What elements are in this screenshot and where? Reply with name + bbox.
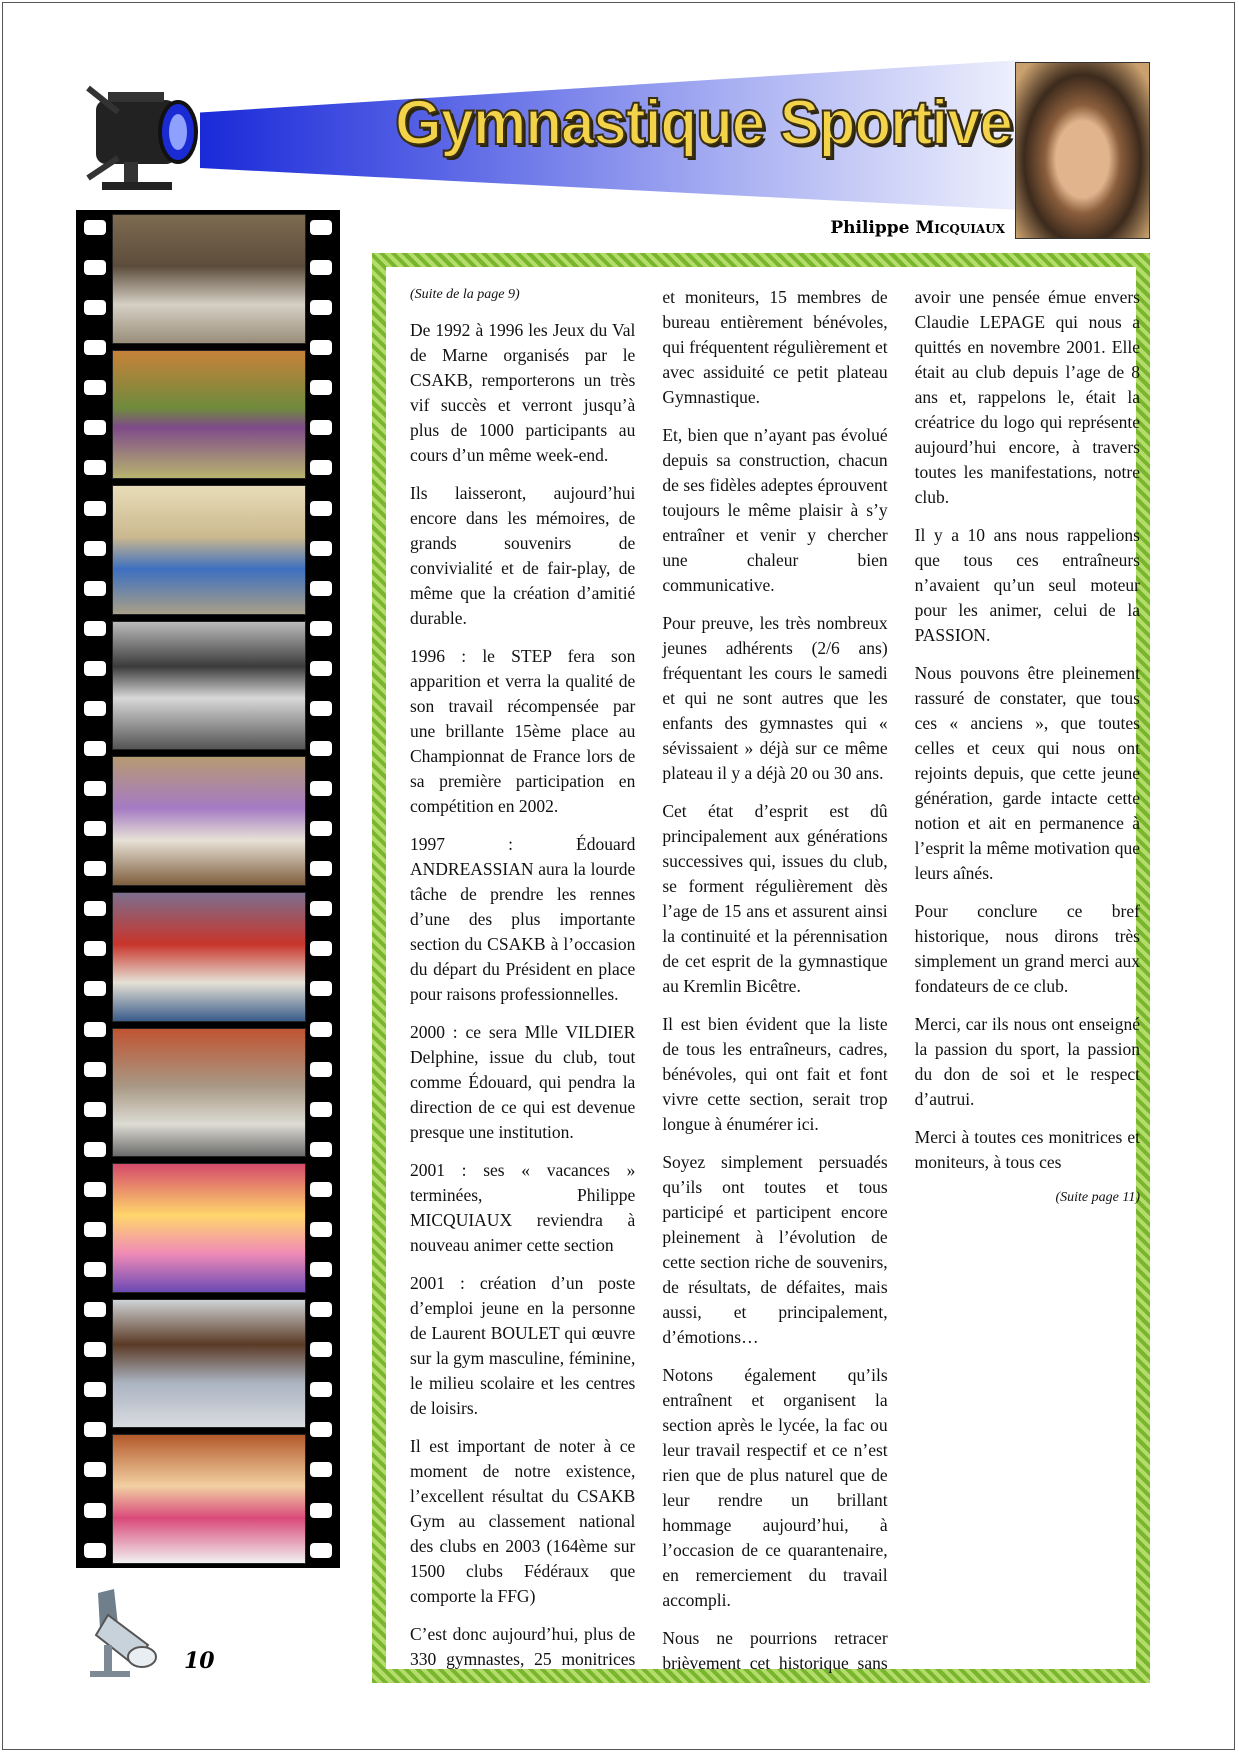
photo-black-white-group (112, 621, 306, 751)
author-last-name: Micquiaux (915, 218, 1005, 238)
article-paragraph: 1997 : Édouard ANDREASSIAN aura la lourde tâche de prendre les rennes d’une des plus importante section du CSAKB à l’occasion du départ du Président en place pour raisons professionnelles. (410, 834, 636, 1004)
film-hole (310, 701, 332, 716)
film-hole (84, 1182, 106, 1197)
film-hole (310, 781, 332, 796)
film-hole (310, 300, 332, 315)
film-hole (310, 1503, 332, 1518)
film-hole (84, 1102, 106, 1117)
film-hole (310, 1142, 332, 1157)
spotlight-icon (78, 78, 218, 198)
article-frame (372, 253, 1150, 1683)
film-hole (84, 901, 106, 916)
film-hole (84, 460, 106, 475)
film-hole (310, 741, 332, 756)
film-hole (84, 1342, 106, 1357)
film-hole (310, 460, 332, 475)
film-hole (310, 821, 332, 836)
film-hole (310, 981, 332, 996)
film-hole (310, 861, 332, 876)
film-hole (84, 1062, 106, 1077)
film-photos (112, 214, 306, 1564)
article-paragraph: Merci à toutes ces monitrices et moniteurs, à tous ces (914, 1127, 1140, 1172)
film-hole (84, 581, 106, 596)
film-hole (310, 340, 332, 355)
film-hole (310, 420, 332, 435)
film-strip (76, 210, 340, 1568)
photo-woman-portrait (112, 1299, 306, 1429)
film-hole (310, 1462, 332, 1477)
film-hole (310, 1543, 332, 1558)
page-number: 10 (184, 1648, 215, 1674)
film-hole (84, 1462, 106, 1477)
film-hole (310, 541, 332, 556)
film-hole (84, 501, 106, 516)
author-first-name: Philippe (830, 218, 910, 238)
film-hole (310, 661, 332, 676)
photo-team-purple (112, 756, 306, 886)
film-hole (84, 701, 106, 716)
photo-costume-show (112, 892, 306, 1022)
film-hole (84, 941, 106, 956)
film-hole (310, 1262, 332, 1277)
article-paragraph: 1996 : le STEP fera son apparition et verra la qualité de son travail récompensée par une brillante 15ème place au Championnat de France lors de sa première participation en compétition en 2002. (410, 646, 636, 816)
photo-trampoline (112, 350, 306, 480)
author-name (760, 218, 1005, 238)
article-paragraph: 2000 : ce sera Mlle VILDIER Delphine, issue du club, tout comme Édouard, qui pendra la direction de ce qui est devenue presque une institution. (410, 1022, 636, 1142)
article-paragraph: De 1992 à 1996 les Jeux du Val de Marne organisés par le CSAKB, remporterons un très vif succès et verront jusqu’à plus de 1000 participants au cours d’un même week-end. (410, 320, 636, 465)
film-hole (84, 821, 106, 836)
photo-young-gymnasts (112, 485, 306, 615)
film-holes-left (84, 220, 106, 1558)
article-paragraph: Il est bien évident que la liste de tous les entraîneurs, cadres, bénévoles, qui ont fait et font vivre cette section, serait trop longue à énumérer ici. (662, 1014, 888, 1134)
article-paragraph: Il y a 10 ans nous rappelions que tous ces entraîneurs n’avaient qu’un seul moteur pour les animer, celui de la PASSION. (914, 525, 1140, 645)
film-hole (310, 1382, 332, 1397)
film-hole (84, 1422, 106, 1437)
article-paragraph: Nous pouvons être pleinement rassuré de constater, que tous ces « anciens », que toutes celles et ceux qui nous ont rejoints depuis, que cette jeune génération, garde intacte cette notion et ait en permanence à l’esprit la même motivation que leurs aînés. (914, 663, 1140, 883)
article-paragraph: Merci, car ils nous ont enseigné la passion du sport, la passion du don de soi et le respect d’autrui. (914, 1014, 1140, 1109)
film-hole (84, 1262, 106, 1277)
article-paragraph: C’est donc aujourd’hui, plus de 330 gymnastes, 25 monitrices et moniteurs, 15 membres de bureau entièrement bénévoles, qui fréquentent régulièrement et avec assiduité ce petit plateau Gymnastique. (410, 287, 888, 1669)
film-hole (84, 1543, 106, 1558)
film-hole (84, 981, 106, 996)
continued-to: (Suite page 11) (1055, 1190, 1140, 1205)
film-hole (310, 901, 332, 916)
article-paragraph: Nous ne pourrions retracer brièvement cet historique sans avoir une pensée émue envers Claudie LEPAGE qui nous a quittés en novembre 2001. Elle était au club depuis l’age de 8 ans et, rappelons le, était la créatrice du logo qui représente aujourd’hui encore, à travers toutes les manifestations, notre club. (662, 287, 1140, 1673)
film-hole (310, 220, 332, 235)
film-hole (84, 340, 106, 355)
film-hole (310, 1342, 332, 1357)
film-hole (84, 300, 106, 315)
film-hole (310, 1302, 332, 1317)
film-hole (84, 1503, 106, 1518)
film-hole (310, 501, 332, 516)
film-hole (84, 661, 106, 676)
film-hole (84, 1222, 106, 1237)
film-hole (84, 541, 106, 556)
page-title: Gymnastique Sportive (395, 87, 1012, 158)
film-hole (310, 260, 332, 275)
film-hole (310, 1022, 332, 1037)
film-hole (84, 420, 106, 435)
film-hole (310, 581, 332, 596)
film-hole (84, 741, 106, 756)
film-hole (310, 1422, 332, 1437)
article-paragraph: Pour conclure ce bref historique, nous dirons très simplement un grand merci aux fondateurs de ce club. (914, 901, 1140, 996)
article-paragraph: 2001 : création d’un poste d’emploi jeune en la personne de Laurent BOULET qui œuvre sur la gym masculine, féminine, le milieu scolaire et les centres de loisirs. (410, 1273, 636, 1418)
film-hole (84, 621, 106, 636)
film-hole (310, 1222, 332, 1237)
film-holes-right (310, 220, 332, 1558)
article-paragraph: Cet état d’esprit est dû principalement aux générations successives qui, issues du club, se forment régulièrement dès l’age de 15 ans et assurent ainsi la continuité et la pérennisation de cet esprit de la gymnastique au Kremlin Bicêtre. (662, 801, 888, 996)
article-paragraph: 2001 : ses « vacances » terminées, Philippe MICQUIAUX reviendra à nouveau animer cette section (410, 1160, 636, 1255)
film-hole (84, 380, 106, 395)
film-hole (310, 1102, 332, 1117)
photo-kids-floor (112, 1163, 306, 1293)
film-hole (84, 1382, 106, 1397)
article-paragraph: Ils laisseront, aujourd’hui encore dans les mémoires, de grands souvenirs de convivialité et de fair-play, de même que la création d’amitié durable. (410, 483, 636, 628)
film-hole (84, 861, 106, 876)
author-portrait (1015, 62, 1150, 239)
photo-gym-hall (112, 1028, 306, 1158)
film-hole (84, 781, 106, 796)
film-hole (310, 380, 332, 395)
article-paragraph: Il est important de noter à ce moment de notre existence, l’excellent résultat du CSAKB Gym au classement national des clubs en 2003 (164ème sur 1500 clubs Fédéraux que comporte la FFG) (410, 1436, 636, 1606)
photo-man-desk (112, 214, 306, 344)
film-hole (84, 1302, 106, 1317)
article-paragraph: Pour preuve, les très nombreux jeunes adhérents (2/6 ans) fréquentant les cours le samedi et qui ne sont autres que les enfants des gymnastes qui « sévissaient » déjà sur ce même plateau il y a déjà 20 ou 30 ans. (662, 613, 888, 783)
film-hole (310, 941, 332, 956)
film-hole (310, 621, 332, 636)
article-paragraph: Et, bien que n’ayant pas évolué depuis sa construction, chacun de ses fidèles adeptes éprouvent toujours le même plaisir à s’y entraîner et venir y chercher une chaleur bien communicative. (662, 425, 888, 595)
film-hole (310, 1062, 332, 1077)
stage-lamp-icon (78, 1585, 168, 1685)
film-hole (84, 260, 106, 275)
photo-kids-group (112, 1434, 306, 1564)
article-paragraph: Notons également qu’ils entraînent et organisent la section après le lycée, la fac ou leur travail respectif et ce n’est rien que de plus naturel que de leur rendre un brillant hommage aujourd’hui, à l’occasion de ce quarantenaire, en remerciement du travail accompli. (662, 1365, 888, 1610)
film-hole (84, 1022, 106, 1037)
film-hole (84, 220, 106, 235)
film-hole (84, 1142, 106, 1157)
article-columns (410, 285, 1140, 1679)
continued-from: (Suite de la page 9) (410, 287, 520, 302)
film-hole (310, 1182, 332, 1197)
article-paragraph: Soyez simplement persuadés qu’ils ont toutes et tous participé et participent encore pleinement à l’évolution de cette section riche de souvenirs, de résultats, de défaites, mais aussi, et principalement, d’émotions… (662, 1152, 888, 1347)
